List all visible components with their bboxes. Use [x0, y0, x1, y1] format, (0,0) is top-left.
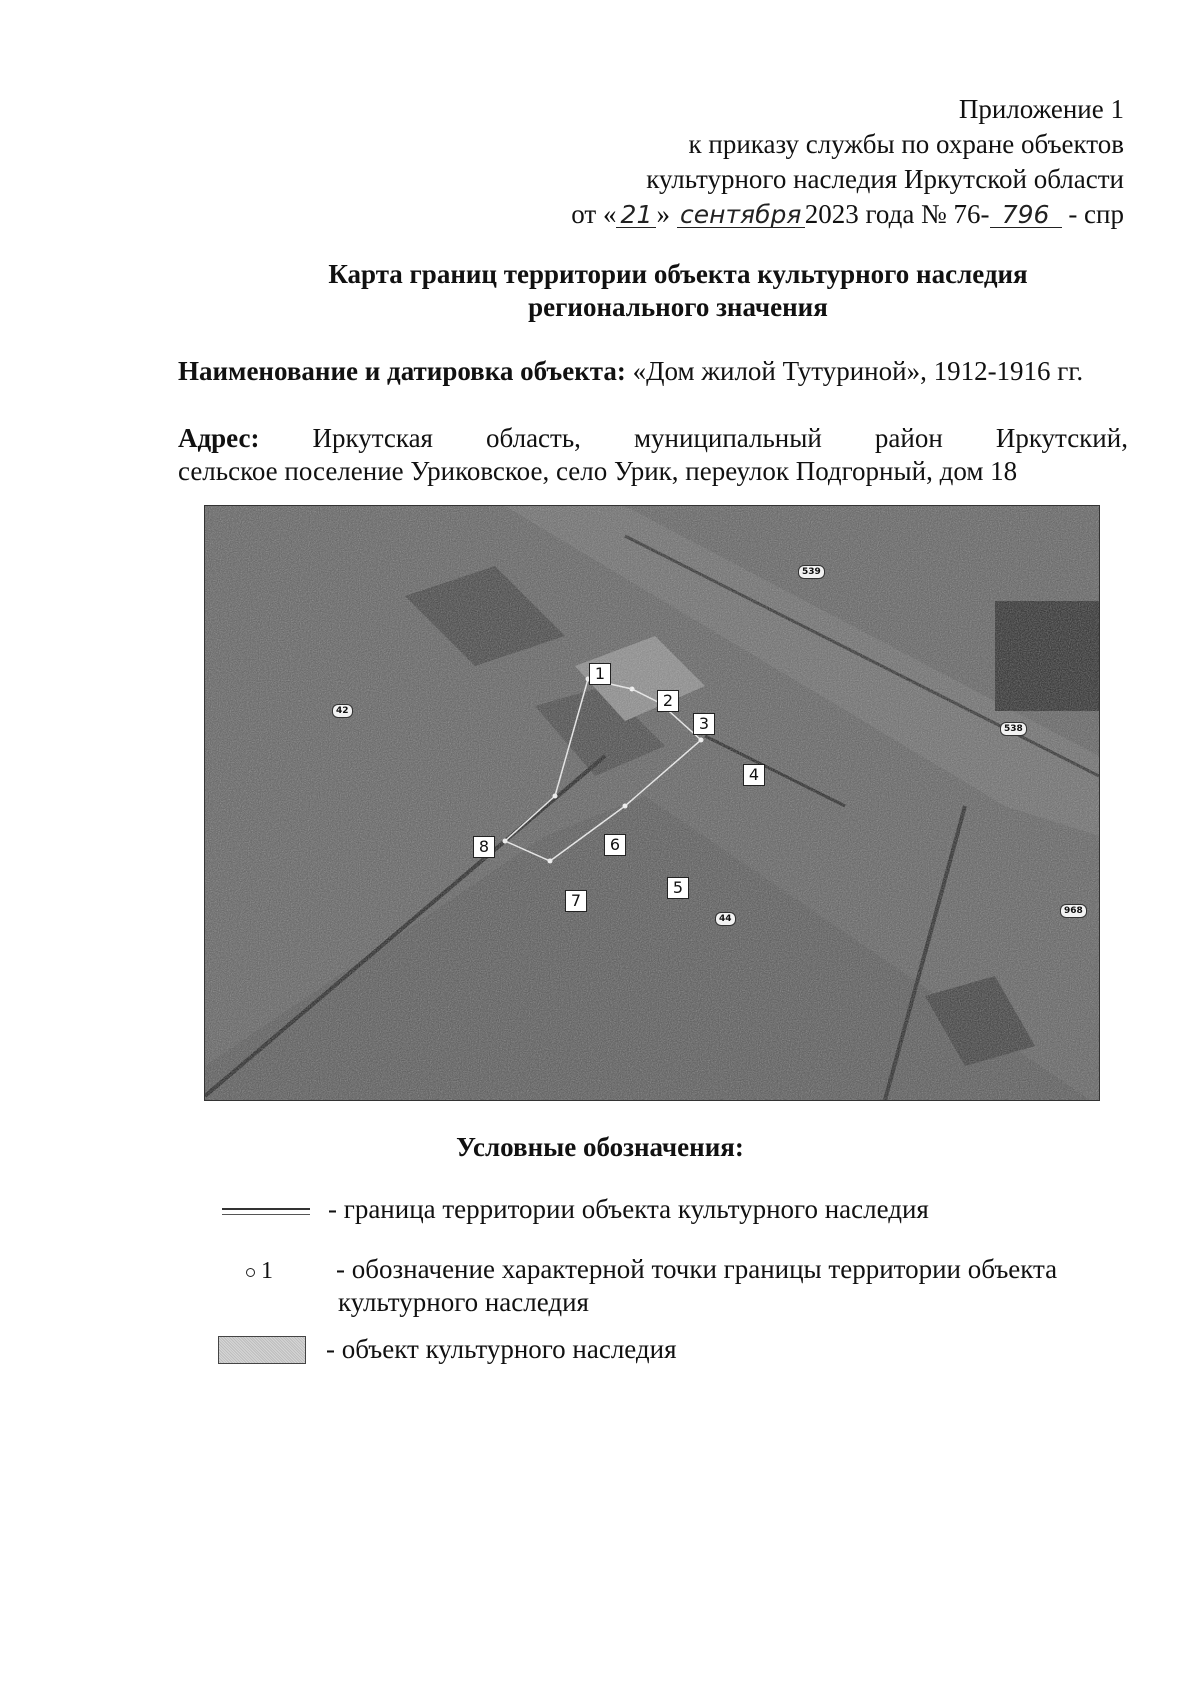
legend-boundary-line-symbol — [222, 1208, 310, 1215]
point-label-7: 7 — [565, 890, 587, 912]
legend-point-text — [336, 1253, 1136, 1319]
address-line-2: сельское поселение Уриковское, село Урик, переулок Подгорный, дом 18 — [178, 456, 1018, 486]
point-label-2: 2 — [657, 690, 679, 712]
object-name-paragraph — [178, 355, 1128, 388]
handwritten-day: 21 — [616, 203, 656, 228]
point-label-8: 8 — [473, 836, 495, 858]
object-name-value: «Дом жилой Тутуриной», 1912-1916 гг. — [632, 356, 1084, 386]
point-label-3: 3 — [693, 713, 715, 735]
point-label-4: 4 — [743, 764, 765, 786]
date-year-text: 2023 года № 76- — [804, 199, 990, 229]
date-prefix: от « — [571, 199, 617, 229]
parcel-number-badge: 539 — [798, 565, 825, 579]
legend-point-text-line-1: - обозначение характерной точки границы территории объекта — [336, 1254, 1058, 1284]
address-line-1 — [178, 422, 1128, 455]
handwritten-order-number: 796 — [990, 203, 1062, 228]
map-imagery — [205, 506, 1099, 1100]
address-word: район — [874, 423, 943, 453]
appendix-agency: культурного наследия Иркутской области — [646, 164, 1124, 194]
appendix-header — [484, 92, 1124, 232]
legend-point-symbol — [246, 1258, 273, 1285]
address-label: Адрес: — [178, 423, 260, 453]
object-name-label: Наименование и датировка объекта: — [178, 356, 626, 386]
appendix-date-line — [484, 197, 1124, 232]
title-line-1: Карта границ территории объекта культурного наследия — [328, 259, 1028, 289]
address-word: муниципальный — [633, 423, 822, 453]
address-word: область, — [486, 423, 581, 453]
document-title — [178, 258, 1178, 324]
legend-heritage-fill-symbol — [218, 1336, 306, 1364]
parcel-number-badge: 44 — [715, 912, 736, 926]
appendix-number: Приложение 1 — [958, 94, 1124, 124]
legend-object-text: - объект культурного наследия — [326, 1334, 677, 1364]
satellite-map — [204, 505, 1100, 1101]
order-suffix: - спр — [1068, 199, 1124, 229]
parcel-number-badge: 538 — [1000, 722, 1027, 736]
handwritten-month: сентября — [677, 203, 805, 228]
point-label-6: 6 — [604, 834, 626, 856]
point-ring-icon — [246, 1268, 255, 1277]
point-label-5: 5 — [667, 877, 689, 899]
map-grain-texture — [205, 506, 1099, 1100]
parcel-number-badge: 968 — [1060, 904, 1087, 918]
parcel-number-badge: 42 — [332, 704, 353, 718]
address-word: Иркутский, — [995, 423, 1128, 453]
point-label-1: 1 — [589, 663, 611, 685]
legend-title: Условные обозначения: — [456, 1132, 744, 1162]
legend-boundary-text: - граница территории объекта культурного наследия — [328, 1194, 929, 1224]
legend-point-text-line-2: культурного наследия — [338, 1287, 589, 1317]
date-mid: » — [656, 199, 670, 229]
title-line-2: регионального значения — [528, 292, 828, 322]
address-paragraph — [178, 422, 1128, 488]
address-word: Иркутская — [312, 423, 433, 453]
legend-point-label: 1 — [261, 1258, 273, 1284]
appendix-order-ref: к приказу службы по охране объектов — [688, 129, 1124, 159]
